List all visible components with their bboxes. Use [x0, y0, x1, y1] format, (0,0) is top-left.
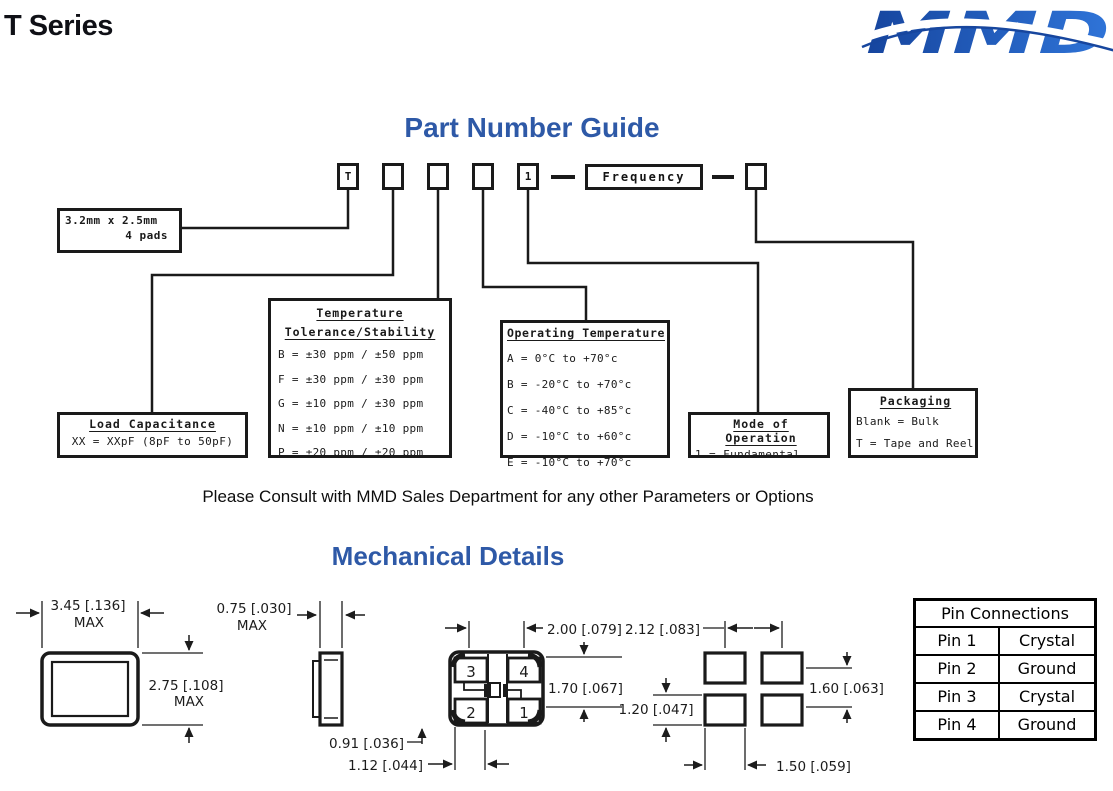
- packaging-option: Blank = Bulk: [856, 415, 940, 428]
- pad-number-3: 3: [466, 663, 476, 681]
- table-row: [916, 628, 1094, 656]
- package-bottom-view: [450, 652, 543, 725]
- temperature-title2: Tolerance/Stability: [284, 325, 436, 339]
- mode-of-operation-line: 1 = Fundamental: [695, 448, 801, 461]
- package-side-view: [313, 653, 342, 725]
- pin-table-header: Pin Connections: [916, 601, 1094, 628]
- table-row: [916, 684, 1094, 712]
- package-size-box: [57, 208, 182, 253]
- table-row: [916, 712, 1094, 738]
- land-pattern: [705, 653, 802, 725]
- dim-body-width: 3.45 [.136]: [50, 598, 126, 614]
- operating-temperature-option: A = 0°C to +70°c: [507, 352, 618, 365]
- code-box-tolerance: [427, 163, 449, 190]
- operating-temperature-title: Operating Temperature: [507, 326, 665, 340]
- load-capacitance-box: [57, 412, 248, 458]
- mode-of-operation-box: [688, 412, 830, 461]
- temperature-option: N = ±10 ppm / ±10 ppm: [278, 421, 424, 435]
- mode-of-operation-title: Mode of Operation: [725, 417, 797, 445]
- pin-function: Crystal: [1018, 631, 1076, 650]
- pin-function: Ground: [1017, 659, 1077, 678]
- dim-land-pitch-x: 2.12 [.083]: [625, 622, 700, 638]
- connector-line: [483, 189, 586, 322]
- logo-text: MMD: [866, 1, 1110, 65]
- pin-label: Pin 2: [916, 656, 1000, 682]
- dim-land-pad-height: 1.20 [.047]: [618, 702, 694, 718]
- operating-temperature-option: D = -10°C to +60°c: [507, 430, 632, 443]
- packaging-title: Packaging: [879, 394, 952, 408]
- dim-thickness: 0.75 [.030]: [216, 601, 292, 617]
- operating-temperature-option: C = -40°C to +85°c: [507, 404, 632, 417]
- operating-temperature-option: B = -20°C to +70°c: [507, 378, 632, 391]
- load-capacitance-line: XX = XXpF (8pF to 50pF): [71, 435, 234, 448]
- page-title: T Series: [4, 10, 113, 42]
- package-top-view: [42, 653, 138, 725]
- code-box-load-capacitance: [382, 163, 404, 190]
- mechanical-details-heading: Mechanical Details: [331, 541, 565, 571]
- package-size-line2: 4 pads: [125, 229, 168, 242]
- pin-function: Crystal: [1018, 687, 1076, 706]
- dim-thickness-max: MAX: [236, 618, 268, 634]
- dimension-arrows: [16, 613, 847, 765]
- code-box-packaging: [745, 163, 767, 190]
- connector-line: [756, 189, 913, 390]
- dim-pad-offset-x: 1.12 [.044]: [348, 758, 423, 774]
- pad-number-1: 1: [519, 704, 529, 722]
- frequency-box: Frequency: [585, 164, 703, 190]
- temperature-option: B = ±30 ppm / ±50 ppm: [278, 348, 424, 361]
- packaging-box: [848, 388, 978, 458]
- pin-connections-table: [913, 598, 1097, 741]
- dash-separator: [712, 175, 734, 179]
- dim-pad-pitch-x: 2.00 [.079]: [547, 622, 622, 638]
- dash-separator: [551, 175, 575, 179]
- consult-note: Please Consult with MMD Sales Department for any other Parameters or Options: [202, 487, 814, 506]
- table-row: [916, 656, 1094, 684]
- connector-line: [182, 189, 348, 228]
- code-box-series: T: [337, 163, 359, 190]
- packaging-option: T = Tape and Reel: [856, 437, 974, 450]
- load-capacitance-title: Load Capacitance: [89, 417, 216, 431]
- dim-body-width-max: MAX: [73, 615, 105, 631]
- pad-number-2: 2: [466, 704, 476, 722]
- pad-number-4: 4: [519, 663, 529, 681]
- dim-land-pitch-y: 1.60 [.063]: [809, 681, 884, 697]
- dim-body-height-max: MAX: [173, 694, 205, 710]
- dim-land-pad-width: 1.50 [.059]: [776, 759, 851, 775]
- code-box-operating-temp: [472, 163, 494, 190]
- pin-label: Pin 1: [916, 628, 1000, 654]
- dim-pad-offset-y: 0.91 [.036]: [329, 736, 404, 752]
- operating-temperature-option: E = -10°C to +70°c: [507, 456, 632, 469]
- dim-body-height: 2.75 [.108]: [148, 678, 224, 694]
- package-size-line1: 3.2mm x 2.5mm: [65, 214, 158, 227]
- temperature-title1: Temperature: [316, 306, 404, 320]
- dim-pad-pitch-y: 1.70 [.067]: [548, 681, 623, 697]
- temperature-tolerance-box: [268, 298, 452, 458]
- pin-label: Pin 3: [916, 684, 1000, 710]
- temperature-option: G = ±10 ppm / ±30 ppm: [278, 397, 424, 410]
- pin-label: Pin 4: [916, 712, 1000, 738]
- operating-temperature-box: [500, 320, 670, 469]
- mmd-logo: [860, 1, 1113, 65]
- temperature-option: F = ±30 ppm / ±30 ppm: [278, 372, 424, 386]
- code-box-mode: 1: [517, 163, 539, 190]
- pin-function: Ground: [1017, 715, 1077, 734]
- part-number-guide-heading: Part Number Guide: [404, 112, 660, 143]
- temperature-option: P = ±20 ppm / ±20 ppm: [278, 446, 424, 459]
